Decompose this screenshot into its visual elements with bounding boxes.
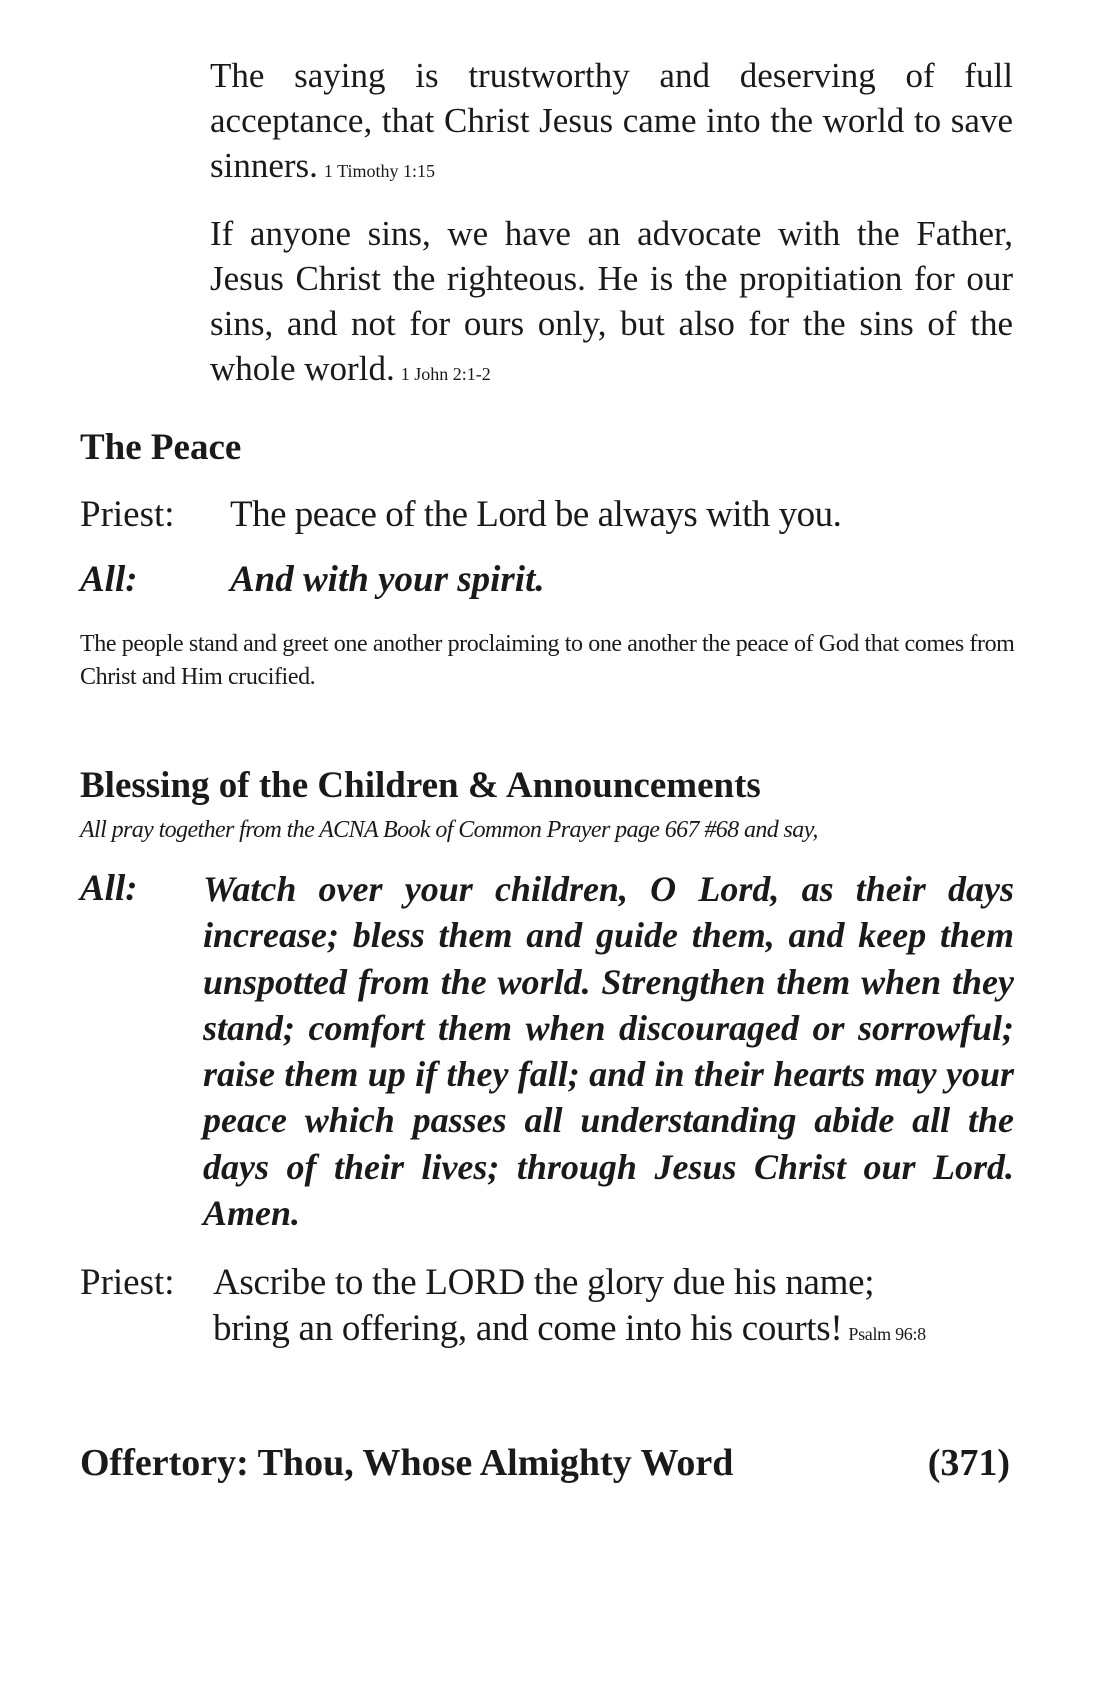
peace-all-label: All: [80,559,138,600]
blessing-prayer: Watch over your children, O Lord, as their days increase; bless them and guide them, and keep them unspotted from the world. Strengthen them when they stand; comfort them when discouraged or sorrowful; raise them up if they fall; and in their hearts may your peace which passes all understanding abide all the days of their lives; through Jesus Christ our Lord. Amen. [203,869,1014,1234]
scripture-verse-1-text: The saying is trustworthy and deserving of full acceptance, that Christ Jesus came into the world to save sinners. [210,56,1013,185]
offertory-heading [80,1440,1010,1486]
blessing-rubric: All pray together from the ACNA Book of Common Prayer page 667 #68 and say, [80,817,818,843]
peace-all-row [80,558,545,602]
peace-priest-line: The peace of the Lord be always with you. [230,494,842,535]
offertory-title: Offertory: Thou, Whose Almighty Word [80,1442,734,1484]
blessing-all-label: All: [80,868,138,909]
scripture-verse-2-text: If anyone sins, we have an advocate with the Father, Jesus Christ the righteous. He is the propitiation for our sins, and not for ours only, but also for the sins of the whole world. [210,214,1013,388]
scripture-verse-1-reference: 1 Timothy 1:15 [323,161,435,181]
peace-all-line: And with your spirit. [230,559,545,600]
scripture-verse-1 [210,53,1013,194]
blessing-heading: Blessing of the Children & Announcements [80,765,761,806]
scripture-verse-2-reference: 1 John 2:1-2 [400,364,491,384]
blessing-priest-line-2-row [213,1306,1033,1357]
blessing-priest-lines [213,1260,1033,1357]
blessing-priest-reference: Psalm 96:8 [848,1324,926,1344]
blessing-priest-line-2: bring an offering, and come into his courts! [213,1308,843,1349]
peace-priest-row [80,493,842,537]
peace-priest-label: Priest: [80,494,175,535]
peace-rubric: The people stand and greet one another proclaiming to one another the peace of God that comes from Christ and Him crucified. [80,631,1015,690]
blessing-priest-label: Priest: [80,1262,175,1303]
peace-heading: The Peace [80,427,242,468]
scripture-verse-2 [210,211,1013,397]
offertory-hymn-number: (371) [927,1442,1010,1484]
blessing-priest-line-1: Ascribe to the LORD the glory due his name; [213,1262,875,1303]
